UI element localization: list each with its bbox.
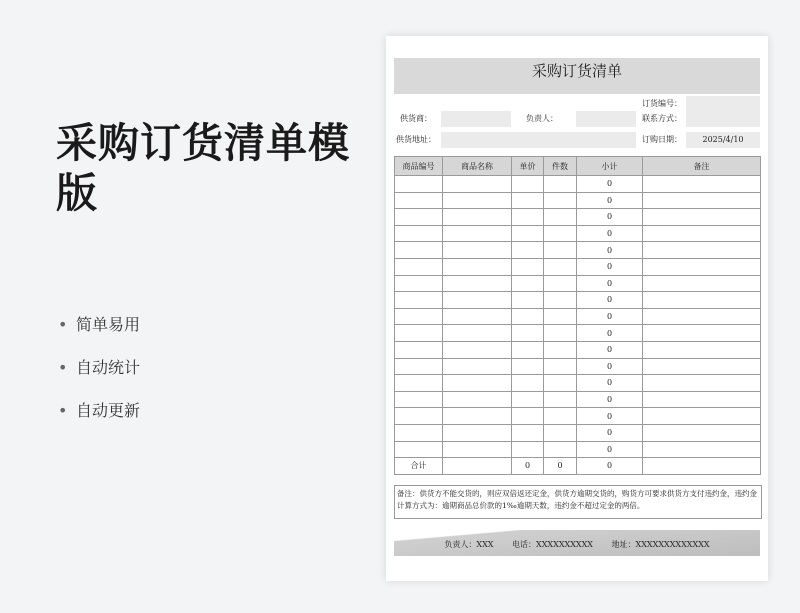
table-cell <box>443 424 512 441</box>
table-cell <box>544 408 577 425</box>
feature-item <box>58 355 140 398</box>
subtotal-cell: 0 <box>577 176 643 193</box>
subtotal-cell: 0 <box>577 258 643 275</box>
table-cell <box>544 391 577 408</box>
bullet-icon: • <box>58 315 68 334</box>
table-cell <box>395 341 443 358</box>
footer-address: 地址：XXXXXXXXXXXXX <box>611 540 710 549</box>
order-date-label: 订购日期： <box>642 135 682 144</box>
table-cell <box>643 192 761 209</box>
table-row <box>395 176 761 193</box>
table-cell <box>643 176 761 193</box>
supplier-label: 供货商： <box>400 114 432 123</box>
table-cell <box>395 192 443 209</box>
table-row <box>395 209 761 226</box>
total-subtotal: 0 <box>577 458 643 475</box>
table-cell <box>512 325 544 342</box>
subtotal-cell: 0 <box>577 341 643 358</box>
table-cell <box>643 391 761 408</box>
table-cell <box>512 192 544 209</box>
table-cell <box>544 292 577 309</box>
table-cell <box>443 391 512 408</box>
table-cell <box>395 424 443 441</box>
template-title: 采购订货清单模版 <box>56 119 350 217</box>
note-text: 备注：供货方不能交货的，则应双倍返还定金，供货方逾期交货的，购货方可要求供货方支付违约金，违约金计算方式为：逾期商品总价款的1‰逾期天数，违约金不超过定金的两倍。 <box>394 485 762 519</box>
col-header: 件数 <box>544 157 577 176</box>
table-cell <box>643 441 761 458</box>
supplier-field <box>441 111 511 127</box>
table-cell <box>512 258 544 275</box>
table-cell <box>512 341 544 358</box>
contact-field <box>686 111 760 127</box>
table-row <box>395 275 761 292</box>
table-cell <box>443 441 512 458</box>
table-cell <box>643 242 761 259</box>
table-cell <box>544 341 577 358</box>
col-header: 备注 <box>643 157 761 176</box>
table-cell <box>512 424 544 441</box>
table-cell <box>395 176 443 193</box>
footer-phone: 电话：XXXXXXXXXX <box>512 540 593 549</box>
document-title: 采购订货清单 <box>394 58 760 94</box>
subtotal-cell: 0 <box>577 408 643 425</box>
table-cell <box>512 391 544 408</box>
table-row <box>395 292 761 309</box>
col-header: 单价 <box>512 157 544 176</box>
table-cell <box>512 275 544 292</box>
table-cell <box>512 358 544 375</box>
table-cell <box>544 424 577 441</box>
subtotal-cell: 0 <box>577 192 643 209</box>
items-table <box>394 156 761 475</box>
table-cell <box>643 325 761 342</box>
table-cell <box>544 176 577 193</box>
table-cell <box>544 225 577 242</box>
table-cell <box>443 192 512 209</box>
table-header-row <box>395 157 761 176</box>
table-cell <box>512 308 544 325</box>
total-qty: 0 <box>544 458 577 475</box>
table-row <box>395 341 761 358</box>
col-header: 商品名称 <box>443 157 512 176</box>
person-label: 负责人： <box>526 114 558 123</box>
table-cell <box>443 275 512 292</box>
table-row <box>395 391 761 408</box>
table-cell <box>643 375 761 392</box>
col-header: 小计 <box>577 157 643 176</box>
table-cell <box>512 408 544 425</box>
address-field <box>441 132 636 148</box>
order-date-field: 2025/4/10 <box>686 132 760 148</box>
table-cell <box>512 209 544 226</box>
address-label: 供货地址： <box>396 135 436 144</box>
table-cell <box>544 308 577 325</box>
table-row <box>395 424 761 441</box>
table-cell <box>443 458 512 475</box>
table-cell <box>443 308 512 325</box>
table-cell <box>443 225 512 242</box>
table-row <box>395 225 761 242</box>
table-cell <box>643 209 761 226</box>
document-preview <box>386 36 768 581</box>
table-cell <box>544 275 577 292</box>
table-cell <box>443 325 512 342</box>
table-cell <box>544 441 577 458</box>
subtotal-cell: 0 <box>577 308 643 325</box>
table-cell <box>643 341 761 358</box>
feature-item <box>58 398 140 441</box>
total-price: 0 <box>512 458 544 475</box>
table-cell <box>395 358 443 375</box>
contact-label: 联系方式： <box>642 114 682 123</box>
table-cell <box>643 292 761 309</box>
table-cell <box>544 192 577 209</box>
subtotal-cell: 0 <box>577 209 643 226</box>
table-cell <box>544 242 577 259</box>
table-cell <box>512 375 544 392</box>
subtotal-cell: 0 <box>577 275 643 292</box>
table-cell <box>643 458 761 475</box>
table-row <box>395 375 761 392</box>
feature-item <box>58 312 140 355</box>
table-row <box>395 242 761 259</box>
table-cell <box>395 308 443 325</box>
table-cell <box>443 292 512 309</box>
total-row <box>395 458 761 475</box>
table-cell <box>643 408 761 425</box>
table-cell <box>395 209 443 226</box>
subtotal-cell: 0 <box>577 242 643 259</box>
table-cell <box>544 258 577 275</box>
feature-label: 自动更新 <box>76 401 141 420</box>
table-cell <box>443 176 512 193</box>
document-footer <box>394 530 760 556</box>
feature-label: 自动统计 <box>76 358 141 377</box>
feature-label: 简单易用 <box>76 315 141 334</box>
subtotal-cell: 0 <box>577 391 643 408</box>
order-no-label: 订货编号： <box>642 99 682 108</box>
table-row <box>395 192 761 209</box>
table-cell <box>643 225 761 242</box>
table-cell <box>512 176 544 193</box>
table-row <box>395 408 761 425</box>
order-no-field <box>686 96 760 112</box>
bullet-icon: • <box>58 401 68 420</box>
total-label: 合计 <box>395 458 443 475</box>
table-cell <box>395 375 443 392</box>
table-cell <box>443 209 512 226</box>
table-cell <box>443 358 512 375</box>
table-cell <box>643 424 761 441</box>
footer-person: 负责人：XXX <box>444 540 494 549</box>
table-cell <box>512 242 544 259</box>
subtotal-cell: 0 <box>577 424 643 441</box>
table-cell <box>512 225 544 242</box>
table-cell <box>443 242 512 259</box>
table-cell <box>395 391 443 408</box>
subtotal-cell: 0 <box>577 358 643 375</box>
table-cell <box>643 258 761 275</box>
table-cell <box>443 375 512 392</box>
table-cell <box>395 292 443 309</box>
table-cell <box>395 408 443 425</box>
table-row <box>395 308 761 325</box>
table-cell <box>443 258 512 275</box>
table-cell <box>544 375 577 392</box>
table-cell <box>395 275 443 292</box>
feature-list <box>58 312 140 441</box>
table-cell <box>395 441 443 458</box>
table-cell <box>395 242 443 259</box>
table-cell <box>643 308 761 325</box>
table-row <box>395 325 761 342</box>
subtotal-cell: 0 <box>577 325 643 342</box>
table-cell <box>544 325 577 342</box>
table-row <box>395 358 761 375</box>
bullet-icon: • <box>58 358 68 377</box>
table-cell <box>443 341 512 358</box>
table-cell <box>443 408 512 425</box>
col-header: 商品编号 <box>395 157 443 176</box>
table-cell <box>395 225 443 242</box>
subtotal-cell: 0 <box>577 225 643 242</box>
table-cell <box>512 292 544 309</box>
table-cell <box>512 441 544 458</box>
table-row <box>395 258 761 275</box>
table-cell <box>643 358 761 375</box>
subtotal-cell: 0 <box>577 441 643 458</box>
table-cell <box>544 358 577 375</box>
table-row <box>395 441 761 458</box>
subtotal-cell: 0 <box>577 292 643 309</box>
subtotal-cell: 0 <box>577 375 643 392</box>
table-cell <box>395 325 443 342</box>
person-field <box>576 111 636 127</box>
table-cell <box>395 258 443 275</box>
table-cell <box>643 275 761 292</box>
table-cell <box>544 209 577 226</box>
